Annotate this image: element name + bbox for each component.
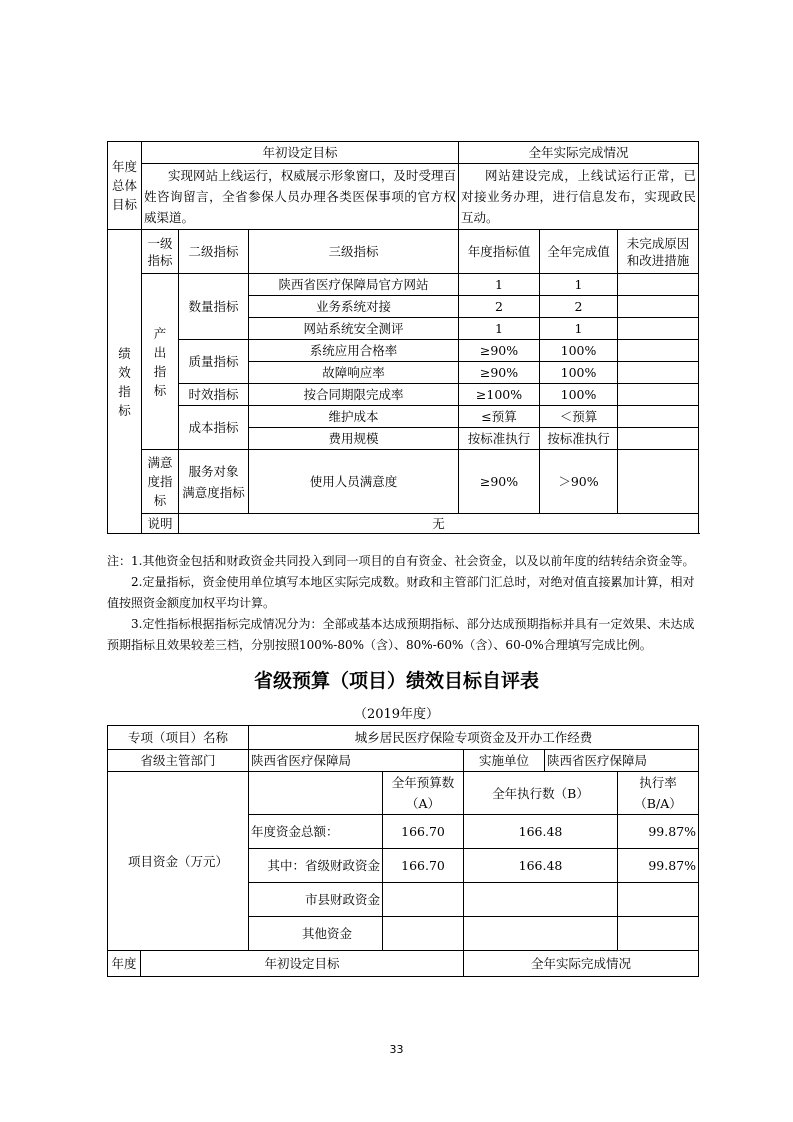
level1-satisfaction: 满意 度指 标 — [142, 450, 179, 514]
prov-exec: 166.48 — [464, 849, 618, 883]
goal-header: 年初设定目标 — [142, 142, 459, 164]
performance-indicator-table — [107, 141, 699, 534]
col-rate: 执行率 （B/A） — [618, 772, 699, 815]
indicator-reason — [618, 450, 699, 514]
indicator-name: 陕西省医疗保障局官方网站 — [249, 274, 459, 296]
col-budget: 全年预算数 （A） — [383, 772, 464, 815]
total-rate: 99.87% — [618, 815, 699, 849]
actual-text: 网站建设完成，上线试运行正常，已对接业务办理，进行信息发布，实现政民互动。 — [459, 164, 699, 230]
indicator-done: 1 — [540, 318, 618, 340]
dept-label: 省级主管部门 — [108, 750, 249, 772]
level1-output: 产 出 指 标 — [142, 274, 179, 450]
indicator-done: 100% — [540, 362, 618, 384]
indicator-done: 100% — [540, 384, 618, 406]
indicator-target: ≥90% — [459, 362, 540, 384]
indicator-name: 网站系统安全测评 — [249, 318, 459, 340]
group-cost: 成本指标 — [179, 406, 249, 450]
county-rate — [618, 883, 699, 917]
footer-actual: 全年实际完成情况 — [464, 951, 699, 977]
actual-header: 全年实际完成情况 — [459, 142, 699, 164]
other-exec — [464, 917, 618, 951]
indicator-reason — [618, 318, 699, 340]
row-prov-label: 其中：省级财政资金 — [249, 849, 383, 883]
col-exec: 全年执行数（B） — [464, 772, 618, 815]
col-reason: 未完成原因 和改进措施 — [618, 230, 699, 274]
note-2: 2.定量指标，资金使用单位填写本地区实际完成数。财政和主管部门汇总时，对绝对值直接累加计算，相对值按照资金额度加权平均计算。 — [107, 575, 695, 610]
impl-label: 实施单位 — [464, 750, 545, 772]
report-year: （2019年度） — [353, 707, 440, 722]
indicator-done: 1 — [540, 274, 618, 296]
indicator-target: ≥90% — [459, 340, 540, 362]
group-service: 服务对象 满意度指标 — [179, 450, 249, 514]
prov-rate: 99.87% — [618, 849, 699, 883]
county-budget — [383, 883, 464, 917]
remark-label: 说明 — [142, 514, 179, 534]
page-title: 省级预算（项目）绩效目标自评表 — [253, 670, 539, 692]
perf-indicator-label: 绩 效 指 标 — [108, 230, 142, 534]
indicator-name: 费用规模 — [249, 428, 459, 450]
county-exec — [464, 883, 618, 917]
indicator-done: 按标准执行 — [540, 428, 618, 450]
overall-goal-label: 年度 总体 目标 — [108, 142, 142, 230]
goal-text: 实现网站上线运行，权威展示形象窗口，及时受理百姓咨询留言，全省参保人员办理各类医保事项的官方权威渠道。 — [142, 164, 459, 230]
indicator-reason — [618, 340, 699, 362]
project-label: 专项（项目）名称 — [108, 726, 249, 750]
col-level2: 二级指标 — [179, 230, 249, 274]
indicator-name: 系统应用合格率 — [249, 340, 459, 362]
indicator-done: 2 — [540, 296, 618, 318]
group-quality: 质量指标 — [179, 340, 249, 384]
col-done: 全年完成值 — [540, 230, 618, 274]
indicator-target: 按标准执行 — [459, 428, 540, 450]
group-timeliness: 时效指标 — [179, 384, 249, 406]
indicator-target: ≥100% — [459, 384, 540, 406]
total-exec: 166.48 — [464, 815, 618, 849]
indicator-name: 业务系统对接 — [249, 296, 459, 318]
indicator-target: 1 — [459, 318, 540, 340]
indicator-reason — [618, 406, 699, 428]
col-level3: 三级指标 — [249, 230, 459, 274]
other-budget — [383, 917, 464, 951]
col-target: 年度指标值 — [459, 230, 540, 274]
indicator-name: 使用人员满意度 — [249, 450, 459, 514]
indicator-done: 100% — [540, 340, 618, 362]
indicator-target: ≤预算 — [459, 406, 540, 428]
note-1: 注：1.其他资金包括和财政资金共同投入到同一项目的自有资金、社会资金，以及以前年度的结转结余资金等。 — [107, 554, 695, 568]
row-other-label: 其他资金 — [249, 917, 383, 951]
prov-budget: 166.70 — [383, 849, 464, 883]
fund-label: 项目资金（万元） — [108, 772, 249, 951]
indicator-target: 2 — [459, 296, 540, 318]
notes — [107, 551, 699, 656]
row-county-label: 市县财政资金 — [249, 883, 383, 917]
indicator-reason — [618, 362, 699, 384]
page-number: 33 — [389, 1043, 404, 1056]
indicator-name: 故障响应率 — [249, 362, 459, 384]
project-value: 城乡居民医疗保险专项资金及开办工作经费 — [249, 726, 699, 750]
total-budget: 166.70 — [383, 815, 464, 849]
impl-value: 陕西省医疗保障局 — [545, 750, 699, 772]
fund-header-blank — [249, 772, 383, 815]
indicator-target: 1 — [459, 274, 540, 296]
indicator-name: 按合同期限完成率 — [249, 384, 459, 406]
row-total-label: 年度资金总额： — [249, 815, 383, 849]
indicator-reason — [618, 384, 699, 406]
budget-self-evaluation-table — [107, 725, 699, 977]
group-quantity: 数量指标 — [179, 274, 249, 340]
indicator-reason — [618, 274, 699, 296]
footer-goal: 年初设定目标 — [141, 951, 464, 977]
indicator-done: ＜预算 — [540, 406, 618, 428]
col-level1: 一级 指标 — [142, 230, 179, 274]
indicator-name: 维护成本 — [249, 406, 459, 428]
remark-value: 无 — [179, 514, 699, 534]
other-rate — [618, 917, 699, 951]
note-3: 3.定性指标根据指标完成情况分为：全部或基本达成预期指标、部分达成预期指标并具有一定效果、未达成预期指标且效果较差三档，分别按照100%-80%（含）、80%-60%（含）、60-0%合理填写完成比例。 — [107, 617, 695, 652]
footer-year: 年度 — [108, 951, 141, 977]
indicator-reason — [618, 428, 699, 450]
dept-value: 陕西省医疗保障局 — [249, 750, 464, 772]
indicator-reason — [618, 296, 699, 318]
indicator-target: ≥90% — [459, 450, 540, 514]
indicator-done: ＞90% — [540, 450, 618, 514]
